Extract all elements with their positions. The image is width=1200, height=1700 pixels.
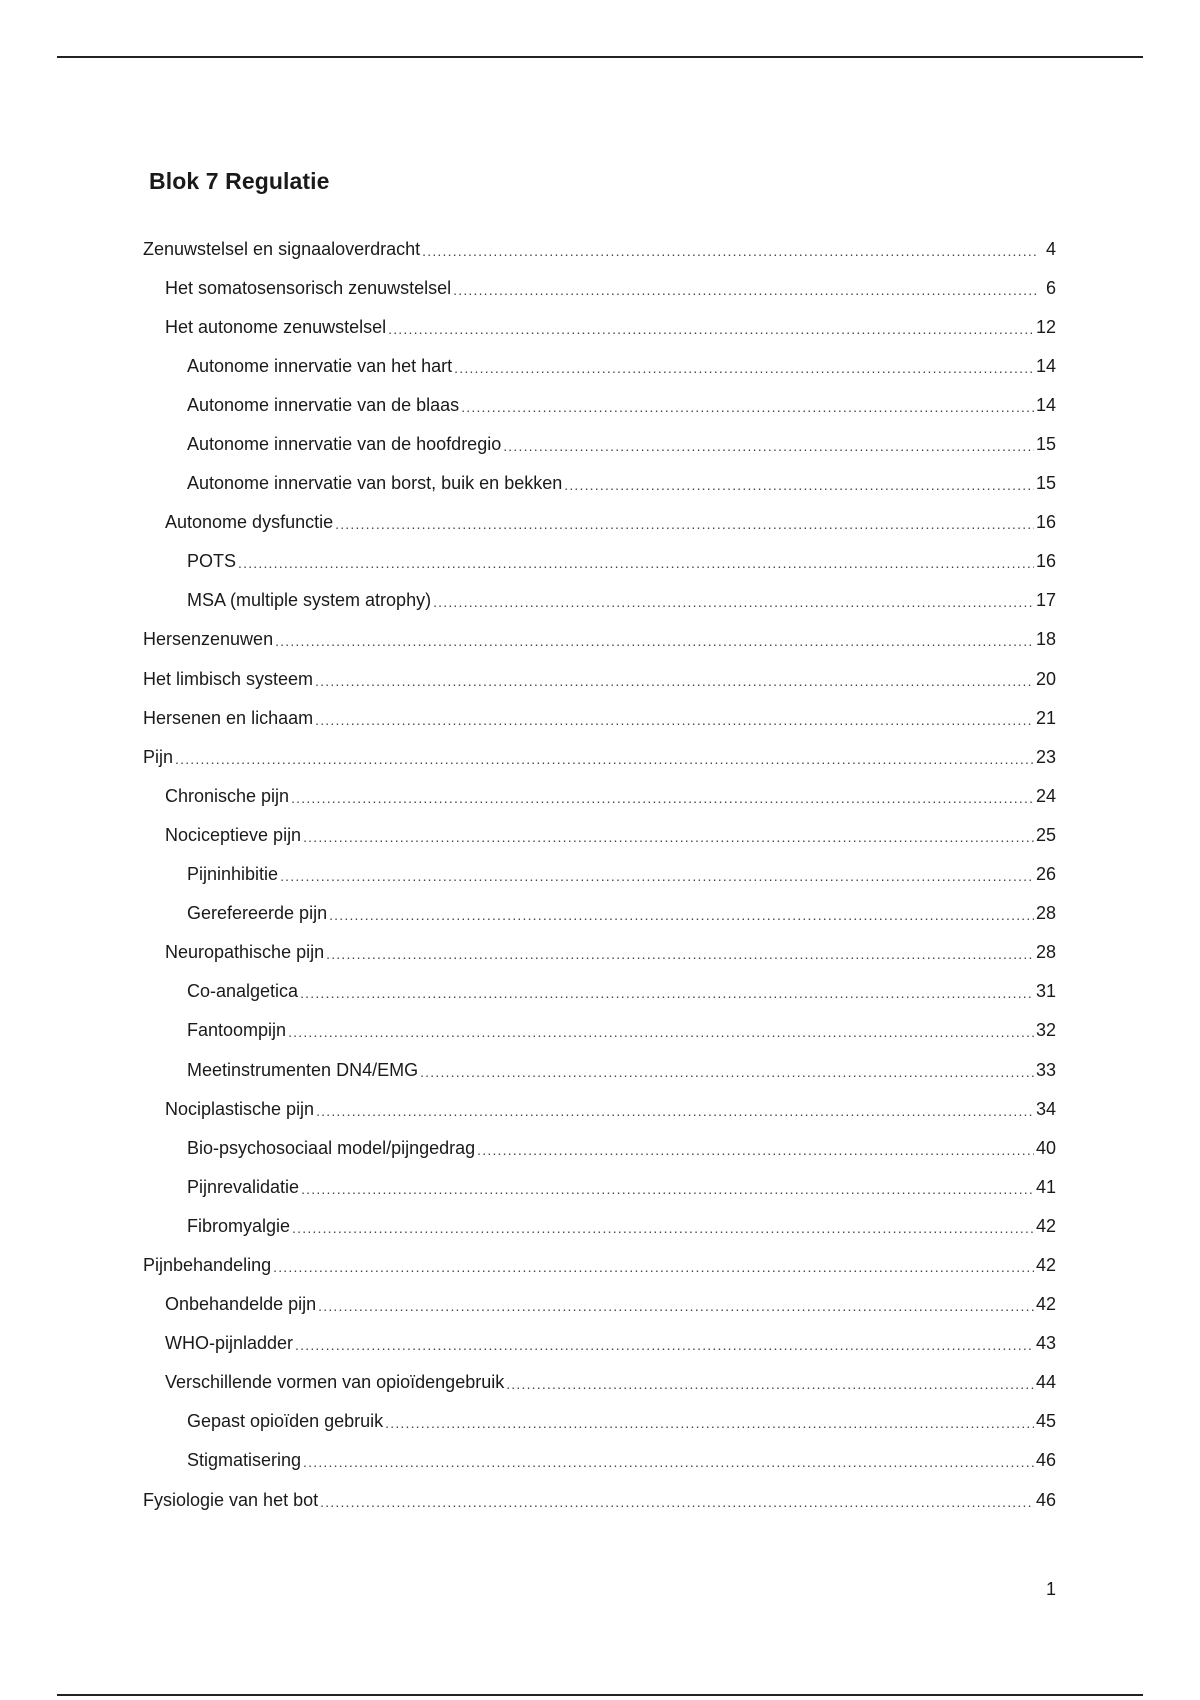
toc-dot-leader bbox=[461, 400, 1034, 414]
toc-dot-leader bbox=[477, 1143, 1034, 1157]
toc-entry-title: Fibromyalgie bbox=[187, 1215, 291, 1236]
toc-entry-title: MSA (multiple system atrophy) bbox=[187, 590, 432, 611]
toc-entry[interactable] bbox=[143, 1011, 1056, 1050]
toc-entry-title: Het autonome zenuwstelsel bbox=[165, 316, 387, 337]
toc-entry-title: Stigmatisering bbox=[187, 1450, 302, 1471]
toc-entry[interactable] bbox=[143, 1402, 1056, 1441]
toc-entry-title: Autonome dysfunctie bbox=[165, 512, 334, 533]
toc-entry-title: Gepast opioïden gebruik bbox=[187, 1411, 384, 1432]
toc-entry[interactable] bbox=[143, 1480, 1056, 1519]
toc-entry[interactable] bbox=[143, 737, 1056, 776]
toc-entry-page: 16 bbox=[1035, 512, 1056, 533]
toc-dot-leader bbox=[316, 1104, 1034, 1118]
toc-dot-leader bbox=[385, 1416, 1034, 1430]
toc-entry-page: 32 bbox=[1035, 1020, 1056, 1041]
toc-entry-title: Chronische pijn bbox=[165, 785, 290, 806]
toc-entry-page: 26 bbox=[1035, 864, 1056, 885]
toc-entry[interactable] bbox=[143, 1206, 1056, 1245]
toc-entry[interactable] bbox=[143, 1363, 1056, 1402]
toc-entry-title: Autonome innervatie van borst, buik en bekken bbox=[187, 473, 563, 494]
toc-entry-title: Meetinstrumenten DN4/EMG bbox=[187, 1059, 419, 1080]
toc-entry-page: 24 bbox=[1035, 785, 1056, 806]
toc-entry-title: Bio-psychosociaal model/pijngedrag bbox=[187, 1137, 476, 1158]
toc-entry-title: Nociceptieve pijn bbox=[165, 824, 302, 845]
toc-dot-leader bbox=[433, 595, 1034, 609]
toc-entry-page: 16 bbox=[1035, 551, 1056, 572]
toc-entry-title: Onbehandelde pijn bbox=[165, 1294, 317, 1315]
toc-entry[interactable] bbox=[143, 855, 1056, 894]
toc-entry[interactable] bbox=[143, 1324, 1056, 1363]
toc-entry-page: 46 bbox=[1035, 1489, 1056, 1510]
toc-entry-page: 42 bbox=[1035, 1294, 1056, 1315]
toc-entry[interactable] bbox=[143, 1050, 1056, 1089]
toc-dot-leader bbox=[303, 830, 1034, 844]
toc-dot-leader bbox=[315, 713, 1034, 727]
toc-entry-page: 15 bbox=[1035, 473, 1056, 494]
toc-dot-leader bbox=[326, 947, 1034, 961]
toc-entry-page: 46 bbox=[1035, 1450, 1056, 1471]
toc-dot-leader bbox=[335, 517, 1034, 531]
toc-entry[interactable] bbox=[143, 346, 1056, 385]
toc-dot-leader bbox=[454, 361, 1034, 375]
toc-dot-leader bbox=[422, 244, 1036, 258]
toc-entry-title: Co-analgetica bbox=[187, 981, 299, 1002]
toc-entry[interactable] bbox=[143, 1285, 1056, 1324]
toc-dot-leader bbox=[315, 674, 1034, 688]
toc-dot-leader bbox=[388, 322, 1034, 336]
toc-entry-page: 14 bbox=[1035, 394, 1056, 415]
toc-entry-title: Neuropathische pijn bbox=[165, 942, 325, 963]
toc-dot-leader bbox=[275, 634, 1034, 648]
toc-entry[interactable] bbox=[143, 698, 1056, 737]
toc-entry-title: Het somatosensorisch zenuwstelsel bbox=[165, 277, 452, 298]
toc-entry-page: 6 bbox=[1045, 277, 1056, 298]
toc-entry[interactable] bbox=[143, 424, 1056, 463]
toc-entry-page: 33 bbox=[1035, 1059, 1056, 1080]
toc-dot-leader bbox=[506, 1377, 1034, 1391]
toc-entry-page: 17 bbox=[1035, 590, 1056, 611]
toc-entry[interactable] bbox=[143, 307, 1056, 346]
toc-dot-leader bbox=[329, 908, 1034, 922]
toc-dot-leader bbox=[288, 1025, 1034, 1039]
toc-entry-title: Autonome innervatie van de hoofdregio bbox=[187, 434, 502, 455]
toc-entry[interactable] bbox=[143, 659, 1056, 698]
toc-entry-page: 18 bbox=[1035, 629, 1056, 650]
toc-entry-title: Gerefereerde pijn bbox=[187, 903, 328, 924]
toc-entry-page: 12 bbox=[1035, 316, 1056, 337]
toc-entry-page: 40 bbox=[1035, 1137, 1056, 1158]
toc-entry[interactable] bbox=[143, 972, 1056, 1011]
toc-entry-page: 45 bbox=[1035, 1411, 1056, 1432]
toc-dot-leader bbox=[295, 1338, 1034, 1352]
toc-entry[interactable] bbox=[143, 1441, 1056, 1480]
toc-entry-page: 28 bbox=[1035, 903, 1056, 924]
toc-entry-title: Het limbisch systeem bbox=[143, 668, 314, 689]
toc-entry[interactable] bbox=[143, 815, 1056, 854]
toc-entry-page: 4 bbox=[1045, 238, 1056, 259]
toc-entry[interactable] bbox=[143, 1167, 1056, 1206]
toc-entry-title: Autonome innervatie van het hart bbox=[187, 355, 453, 376]
toc-entry-page: 43 bbox=[1035, 1333, 1056, 1354]
toc-entry-page: 25 bbox=[1035, 824, 1056, 845]
toc-entry[interactable] bbox=[143, 503, 1056, 542]
toc-entry[interactable] bbox=[143, 1128, 1056, 1167]
toc-entry-title: Fantoompijn bbox=[187, 1020, 287, 1041]
toc-entry-title: Pijn bbox=[143, 746, 174, 767]
toc-entry-page: 34 bbox=[1035, 1098, 1056, 1119]
toc-entry[interactable] bbox=[143, 464, 1056, 503]
toc-entry[interactable] bbox=[143, 620, 1056, 659]
toc-dot-leader bbox=[320, 1495, 1034, 1509]
toc-dot-leader bbox=[280, 869, 1034, 883]
toc-entry-title: Pijnbehandeling bbox=[143, 1254, 272, 1275]
toc-dot-leader bbox=[303, 1455, 1034, 1469]
toc-entry[interactable] bbox=[143, 385, 1056, 424]
toc-dot-leader bbox=[292, 1221, 1034, 1235]
toc-entry-page: 23 bbox=[1035, 746, 1056, 767]
toc-entry-title: Pijninhibitie bbox=[187, 864, 279, 885]
toc-entry[interactable] bbox=[143, 229, 1056, 268]
toc-dot-leader bbox=[564, 478, 1034, 492]
toc-entry[interactable] bbox=[143, 894, 1056, 933]
toc-entry-page: 20 bbox=[1035, 668, 1056, 689]
toc-entry-title: Fysiologie van het bot bbox=[143, 1489, 319, 1510]
toc-entry[interactable] bbox=[143, 581, 1056, 620]
toc-entry[interactable] bbox=[143, 933, 1056, 972]
toc-entry-title: Verschillende vormen van opioïdengebruik bbox=[165, 1372, 505, 1393]
toc-entry-title: Nociplastische pijn bbox=[165, 1098, 315, 1119]
toc-entry-title: Zenuwstelsel en signaaloverdracht bbox=[143, 238, 421, 259]
toc-entry-page: 44 bbox=[1035, 1372, 1056, 1393]
toc-dot-leader bbox=[273, 1260, 1034, 1274]
toc-entry[interactable] bbox=[143, 542, 1056, 581]
toc-entry-page: 42 bbox=[1035, 1254, 1056, 1275]
toc-entry-page: 31 bbox=[1035, 981, 1056, 1002]
toc-entry-title: Hersenzenuwen bbox=[143, 629, 274, 650]
toc-entry[interactable] bbox=[143, 1089, 1056, 1128]
toc-dot-leader bbox=[318, 1299, 1034, 1313]
toc-dot-leader bbox=[420, 1065, 1034, 1079]
toc-entry-title: WHO-pijnladder bbox=[165, 1333, 294, 1354]
page-number: 1 bbox=[1045, 1579, 1056, 1599]
toc-entry-page: 42 bbox=[1035, 1215, 1056, 1236]
toc-entry-page: 15 bbox=[1035, 434, 1056, 455]
toc-entry-page: 28 bbox=[1035, 942, 1056, 963]
header-rule bbox=[57, 56, 1143, 58]
table-of-contents bbox=[143, 229, 1056, 1519]
footer-rule bbox=[57, 1694, 1143, 1696]
toc-dot-leader bbox=[175, 752, 1034, 766]
toc-entry-title: Pijnrevalidatie bbox=[187, 1176, 300, 1197]
toc-dot-leader bbox=[503, 439, 1034, 453]
toc-entry-title: POTS bbox=[187, 551, 237, 572]
toc-entry-page: 41 bbox=[1035, 1176, 1056, 1197]
toc-dot-leader bbox=[300, 986, 1034, 1000]
toc-entry[interactable] bbox=[143, 268, 1056, 307]
toc-entry[interactable] bbox=[143, 1245, 1056, 1284]
toc-entry-title: Autonome innervatie van de blaas bbox=[187, 394, 460, 415]
toc-entry-page: 14 bbox=[1035, 355, 1056, 376]
toc-dot-leader bbox=[453, 283, 1036, 297]
toc-dot-leader bbox=[238, 556, 1034, 570]
toc-dot-leader bbox=[291, 791, 1034, 805]
toc-entry-title: Hersenen en lichaam bbox=[143, 707, 314, 728]
toc-entry-page: 21 bbox=[1035, 707, 1056, 728]
document-title: Blok 7 Regulatie bbox=[149, 168, 330, 194]
toc-entry[interactable] bbox=[143, 776, 1056, 815]
toc-dot-leader bbox=[301, 1182, 1034, 1196]
